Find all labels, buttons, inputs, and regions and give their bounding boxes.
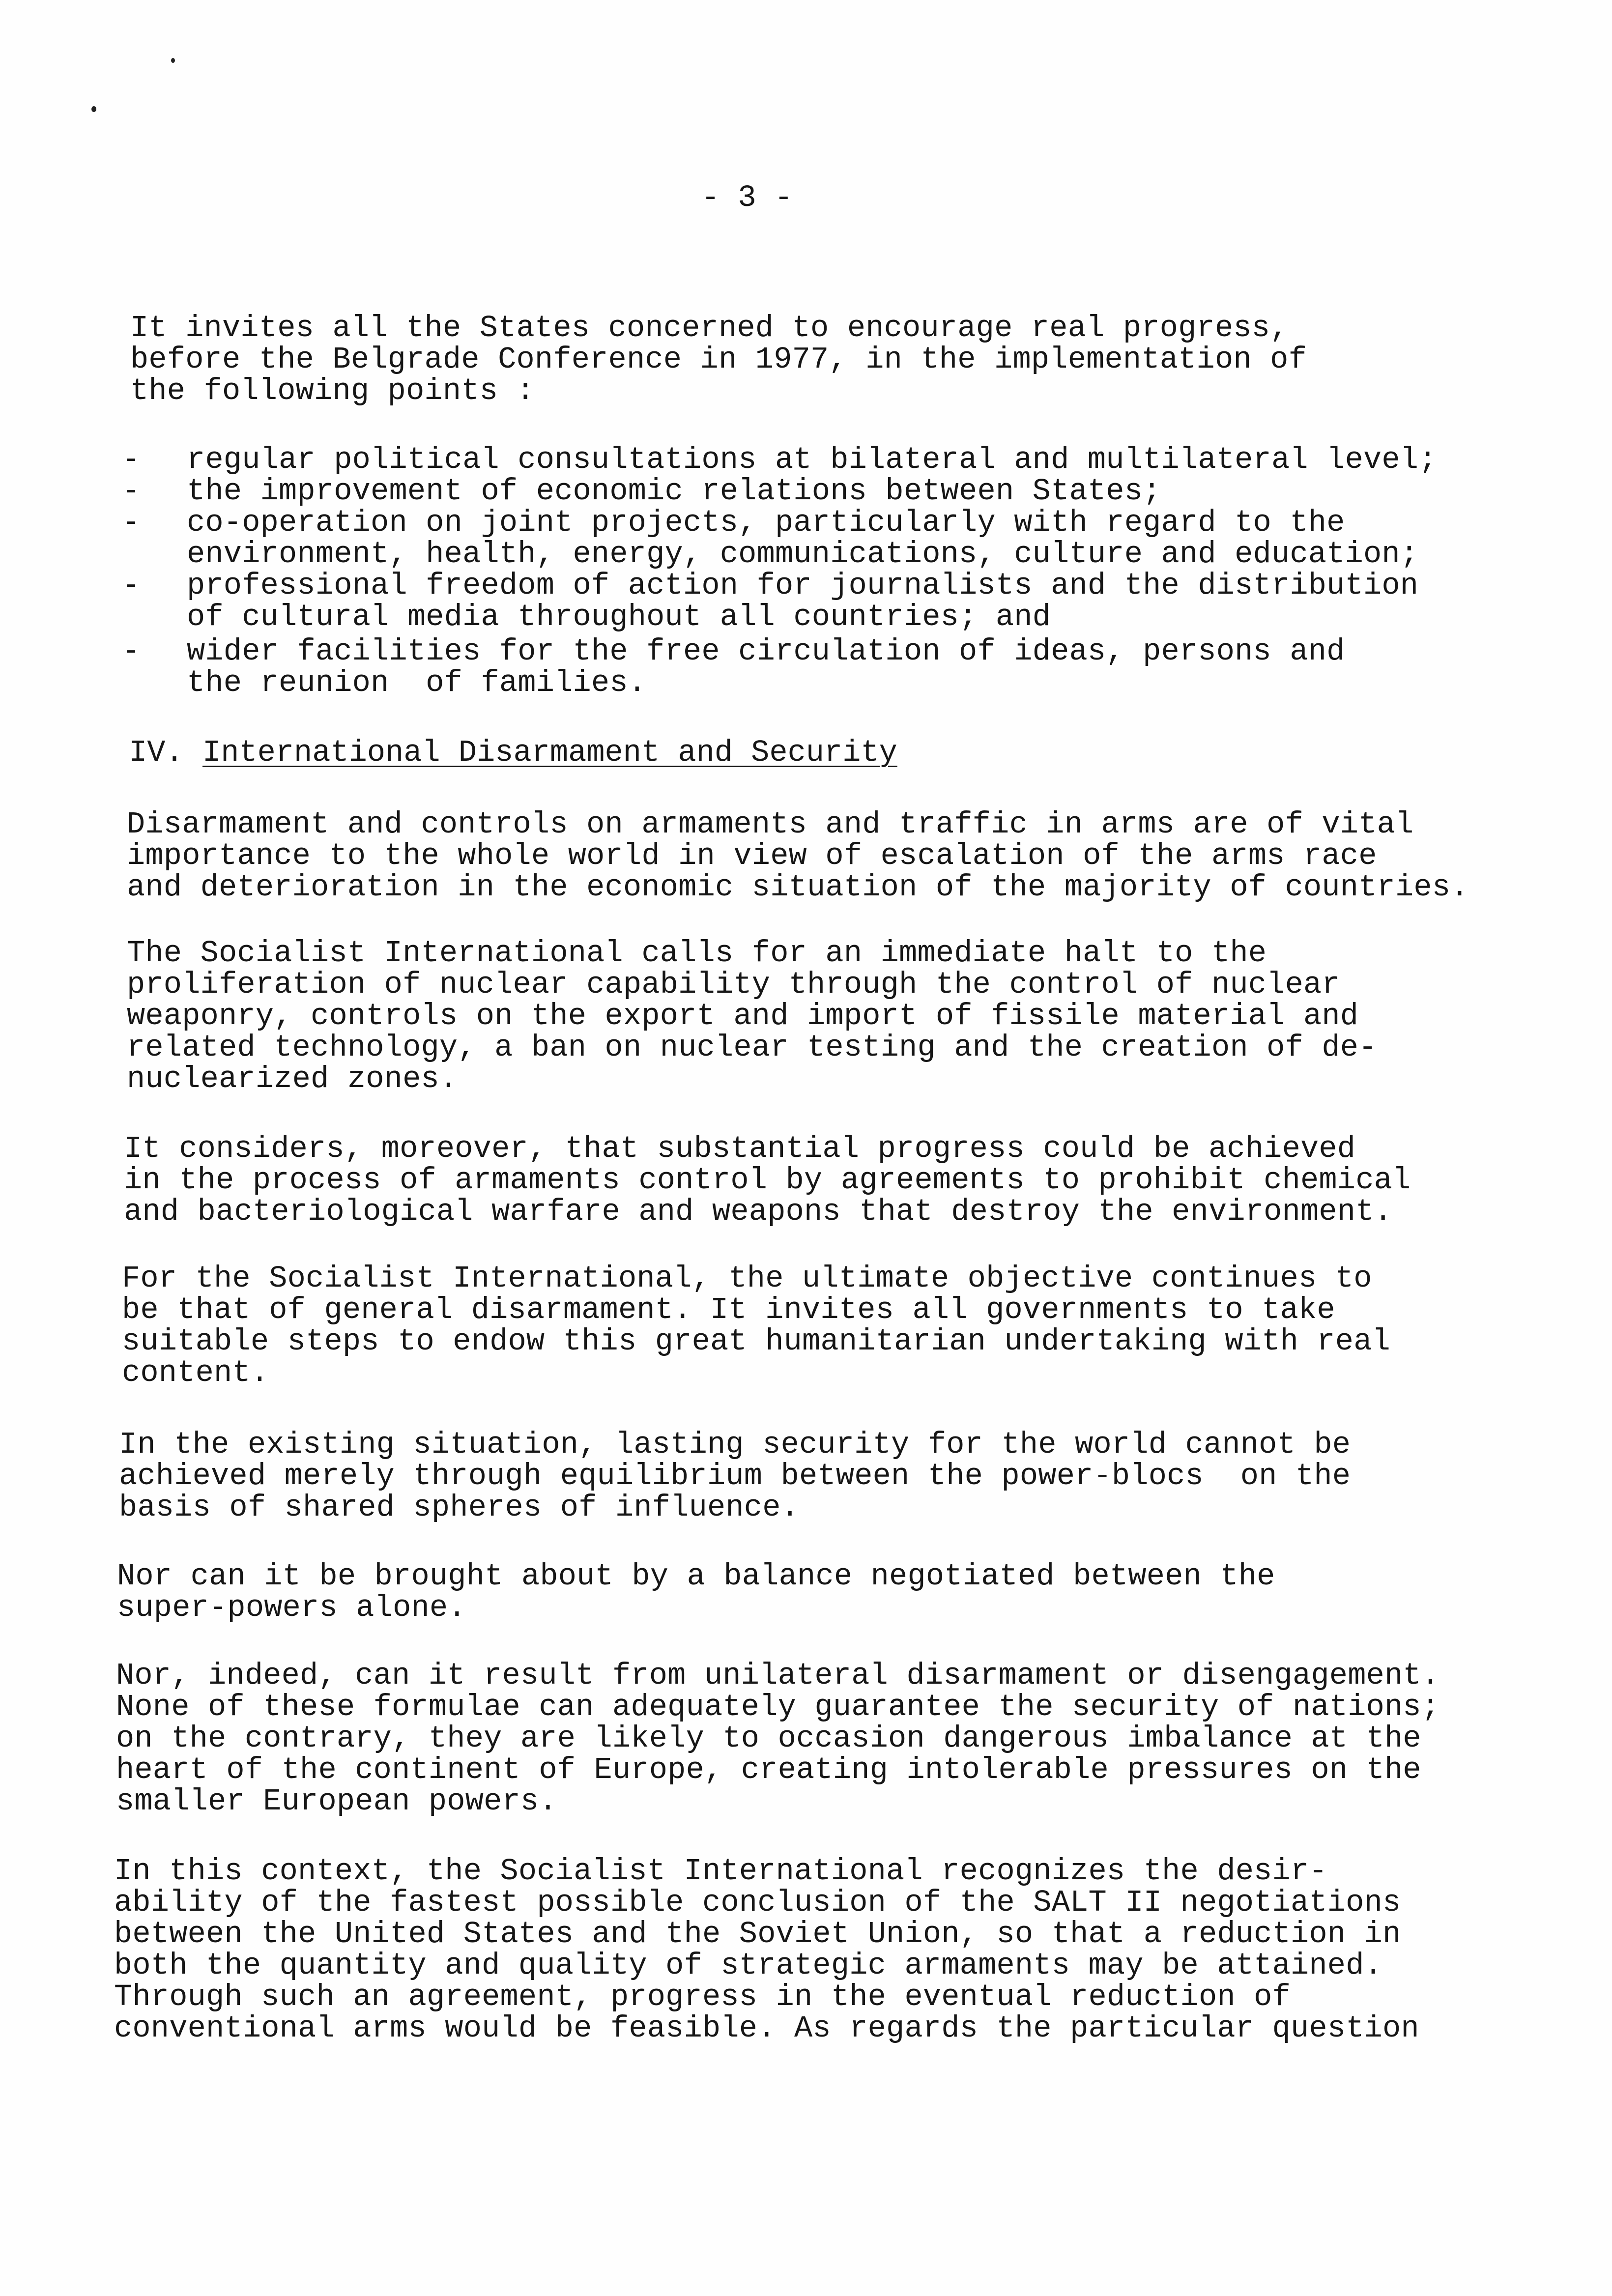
paragraph-line: ability of the fastest possible conclusion of the SALT II negotiations (114, 1885, 1401, 1920)
bullet-item-continuation: of cultural media throughout all countries; and (187, 600, 1051, 634)
paragraph-line: proliferation of nuclear capability through the control of nuclear (127, 967, 1340, 1002)
paragraph-line: heart of the continent of Europe, creating intolerable pressures on the (116, 1752, 1421, 1787)
scan-speck (171, 58, 175, 63)
intro-line: before the Belgrade Conference in 1977, in the implementation of (130, 342, 1307, 377)
paragraph-line: weaponry, controls on the export and import of fissile material and (127, 999, 1359, 1033)
section-title: International Disarmament and Security (202, 735, 897, 770)
paragraph-line: suitable steps to endow this great humanitarian undertaking with real (122, 1324, 1391, 1359)
paragraph-line: Nor, indeed, can it result from unilateral disarmament or disengagement. (116, 1658, 1440, 1693)
paragraph-line: In this context, the Socialist International recognizes the desir- (114, 1854, 1327, 1889)
intro-line: the following points : (130, 373, 535, 408)
bullet-marker: - (122, 442, 141, 477)
paragraph-line: on the contrary, they are likely to occasion dangerous imbalance at the (116, 1721, 1421, 1756)
paragraph-line: related technology, a ban on nuclear testing and the creation of de- (127, 1030, 1377, 1065)
bullet-item: the improvement of economic relations between States; (187, 474, 1161, 509)
bullet-item: wider facilities for the free circulation of ideas, persons and (187, 634, 1345, 669)
bullet-marker: - (122, 474, 141, 509)
paragraph-line: None of these formulae can adequately guarantee the security of nations; (116, 1690, 1440, 1724)
bullet-item-continuation: environment, health, energy, communications, culture and education; (187, 537, 1419, 572)
section-number: IV. (129, 735, 184, 770)
paragraph-line: It considers, moreover, that substantial progress could be achieved (124, 1131, 1356, 1166)
bullet-item: regular political consultations at bilateral and multilateral level; (187, 442, 1437, 477)
bullet-marker: - (122, 505, 141, 540)
bullet-item: co-operation on joint projects, particularly with regard to the (187, 505, 1345, 540)
paragraph-line: Disarmament and controls on armaments and traffic in arms are of vital (127, 807, 1414, 842)
paragraph-line: basis of shared spheres of influence. (119, 1490, 800, 1525)
bullet-item: professional freedom of action for journalists and the distribution (187, 568, 1419, 603)
paragraph-line: be that of general disarmament. It invites all governments to take (122, 1292, 1335, 1327)
bullet-marker: - (122, 568, 141, 603)
paragraph-line: The Socialist International calls for an immediate halt to the (127, 936, 1267, 971)
paragraph-line: achieved merely through equilibrium between the power-blocs on the (119, 1459, 1351, 1493)
paragraph-line: and bacteriological warfare and weapons that destroy the environment. (124, 1194, 1393, 1229)
paragraph-line: For the Socialist International, the ultimate objective continues to (122, 1261, 1372, 1296)
intro-line: It invites all the States concerned to encourage real progress, (130, 311, 1289, 345)
paragraph-line: Through such an agreement, progress in the eventual reduction of (114, 1980, 1291, 2014)
paragraph-line: importance to the whole world in view of escalation of the arms race (127, 838, 1377, 873)
paragraph-line: smaller European powers. (116, 1784, 557, 1819)
paragraph-line: super-powers alone. (117, 1590, 466, 1625)
paragraph-line: Nor can it be brought about by a balance negotiated between the (117, 1559, 1275, 1594)
paragraph-line: content. (122, 1355, 269, 1390)
paragraph-line: In the existing situation, lasting security for the world cannot be (119, 1427, 1351, 1462)
page-number: - 3 - (701, 180, 793, 215)
bullet-item-continuation: the reunion of families. (187, 665, 647, 700)
paragraph-line: both the quantity and quality of strategic armaments may be attained. (114, 1948, 1383, 1983)
paragraph-line: in the process of armaments control by agreements to prohibit chemical (124, 1163, 1411, 1198)
paragraph-line: between the United States and the Soviet Union, so that a reduction in (114, 1917, 1401, 1952)
bullet-marker: - (122, 634, 141, 669)
paragraph-line: conventional arms would be feasible. As regards the particular question (114, 2011, 1419, 2046)
scan-speck (91, 106, 96, 112)
paragraph-line: and deterioration in the economic situation of the majority of countries. (127, 870, 1469, 905)
paragraph-line: nuclearized zones. (127, 1062, 458, 1096)
